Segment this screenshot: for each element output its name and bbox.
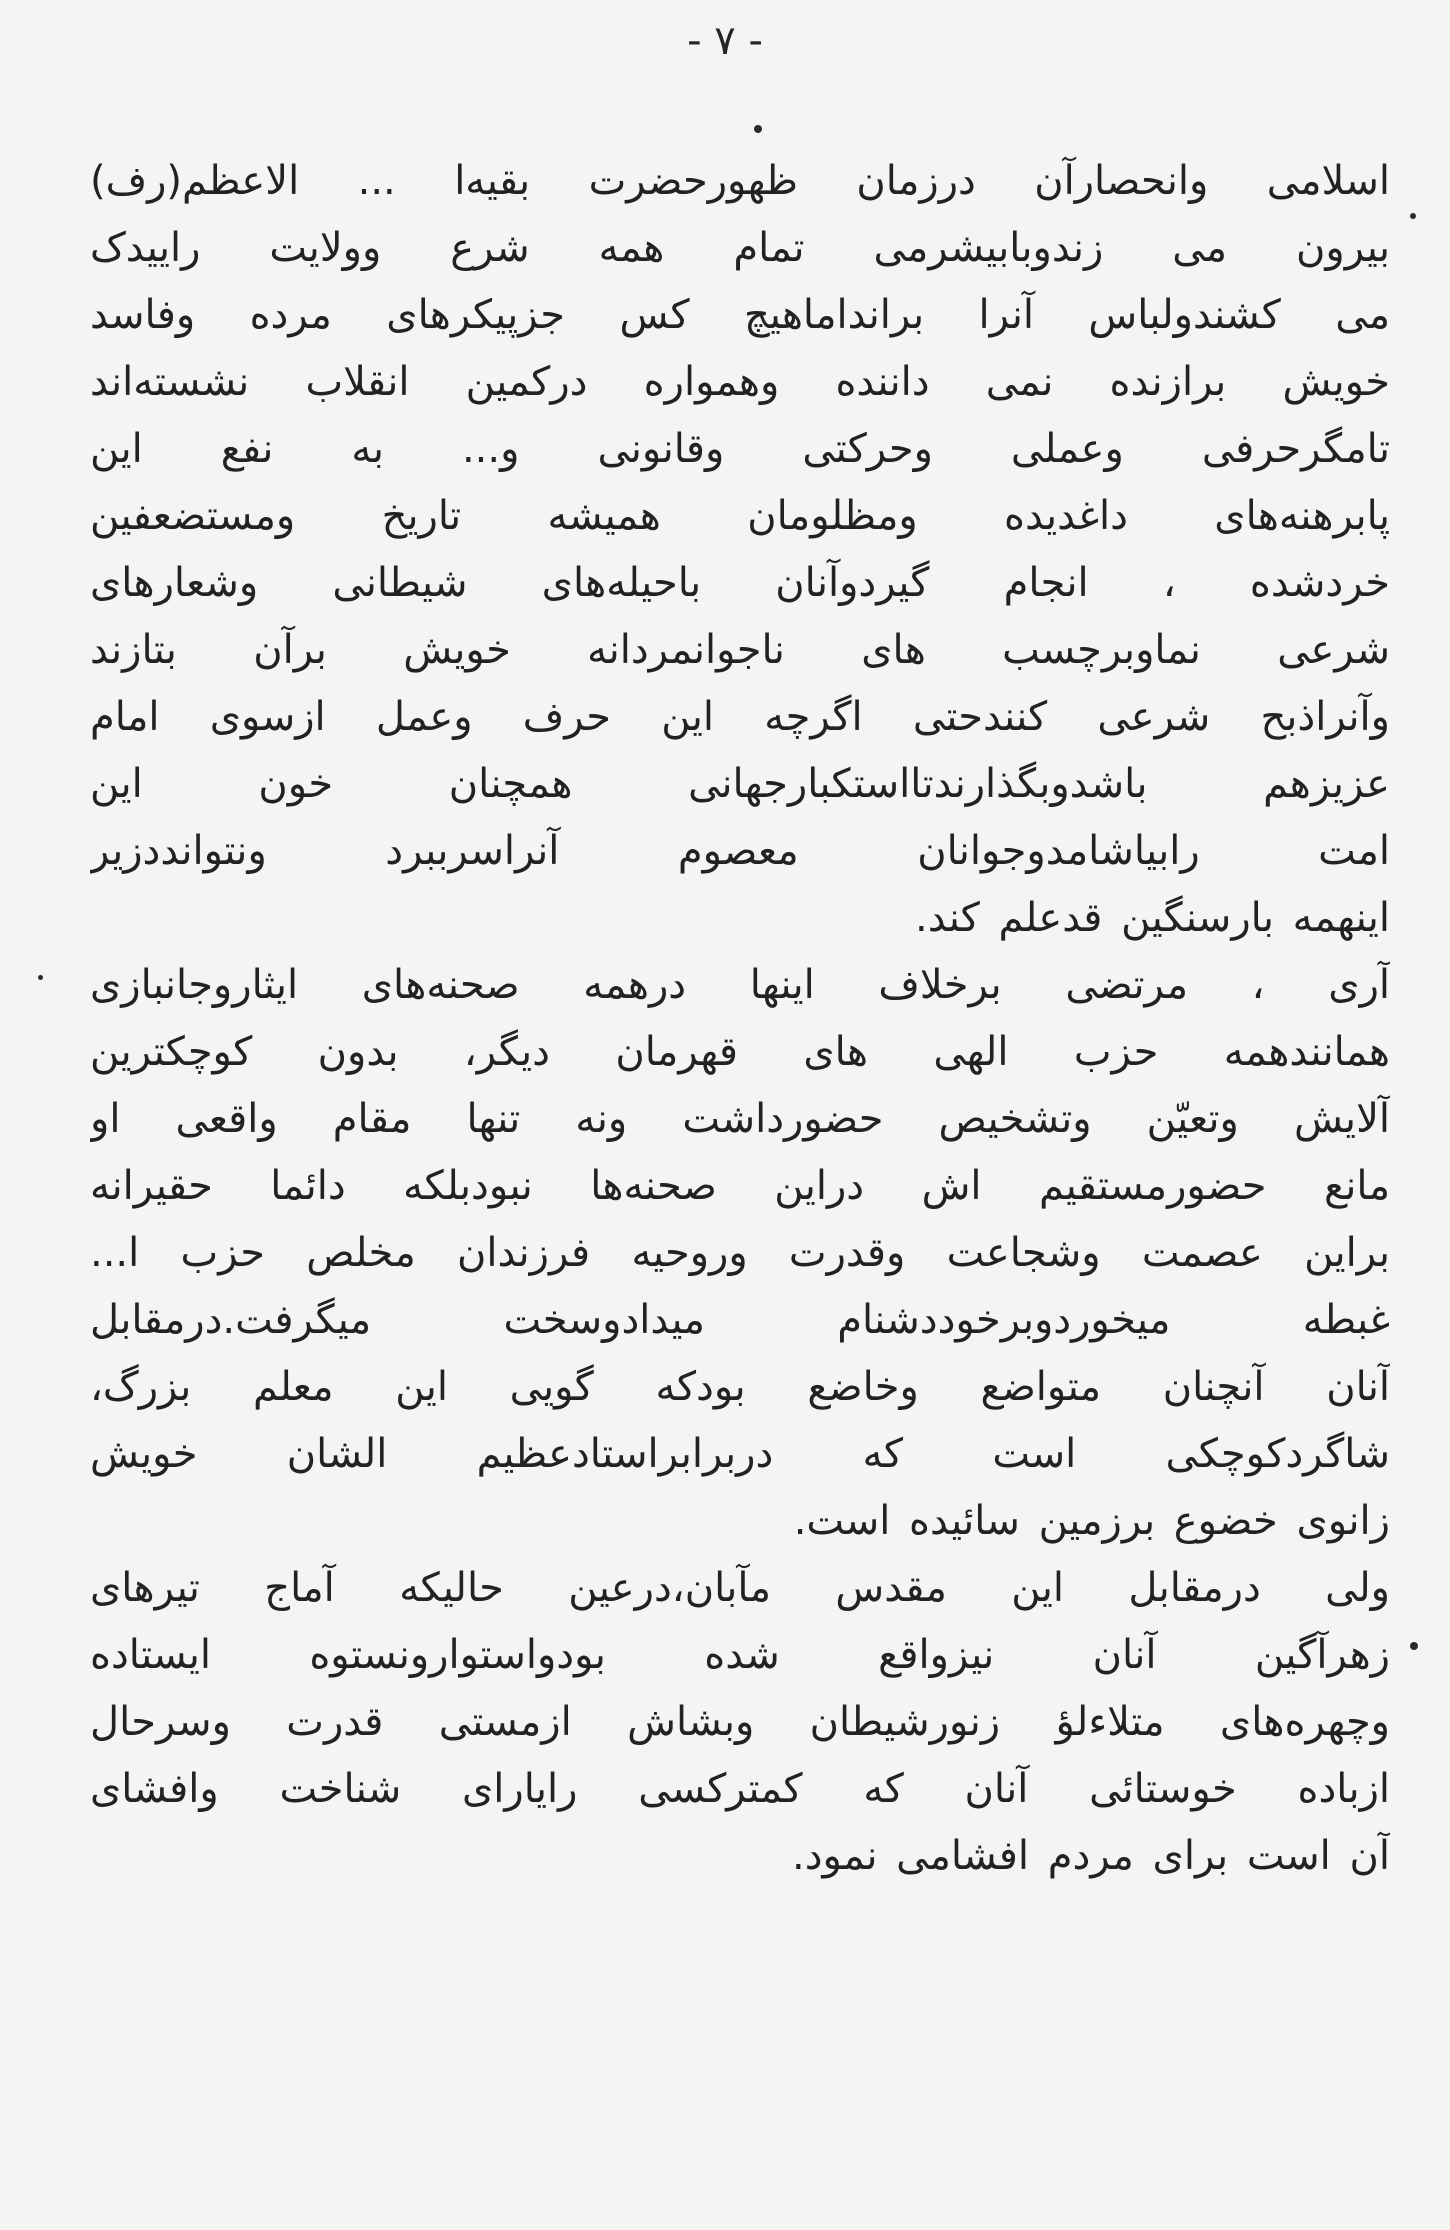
text-line: تامگرحرفی وعملی وحرکتی وقانونی و... به نفع این <box>90 426 1390 472</box>
text-line: شرعی نماوبرچسب های ناجوانمردانه خویش برآن بتازند <box>90 627 1390 673</box>
text-line: وچهره‌های متلاءلؤ زنورشیطان وبشاش ازمستی قدرت وسرحال <box>90 1699 1390 1745</box>
text-line: خردشده ، انجام گیردوآنان باحیله‌های شیطانی وشعارهای <box>90 560 1390 606</box>
text-line: زانوی خضوع برزمین سائیده است. <box>793 1498 1390 1544</box>
text-line: اینهمه بارسنگین قدعلم کند. <box>915 895 1390 941</box>
scan-speck <box>1410 213 1416 219</box>
text-line: آری ، مرتضی برخلاف اینها درهمه صحنه‌های ایثاروجانبازی <box>90 962 1390 1008</box>
text-line: بیرون می زندوبابیشرمی تمام همه شرع وولایت راییدک <box>90 225 1390 271</box>
page-number: - ۷ - <box>687 18 763 64</box>
text-line: ولی درمقابل این مقدس مآبان،درعین حالیکه آماج تیرهای <box>90 1565 1390 1611</box>
text-line: پابرهنه‌های داغدیده ومظلومان همیشه تاریخ ومستضعفین <box>90 493 1390 539</box>
text-line: ازباده خوستائی آنان که کمترکسی رایارای شناخت وافشای <box>90 1766 1390 1812</box>
paragraph-3 <box>90 1555 1390 1890</box>
paragraph-1 <box>90 148 1390 952</box>
text-line: همانندهمه حزب الهی های قهرمان دیگر، بدون کوچکترین <box>90 1029 1390 1075</box>
text-line: وآنراذبح شرعی کنندحتی اگرچه این حرف وعمل ازسوی امام <box>90 694 1390 740</box>
text-line: آنان آنچنان متواضع وخاضع بودکه گویی این معلم بزرگ، <box>90 1364 1390 1410</box>
text-line: خویش برازنده نمی داننده وهمواره درکمین انقلاب نشسته‌اند <box>90 359 1390 405</box>
text-line: اسلامی وانحصارآن درزمان ظهورحضرت بقیه‌ا ... الاعظم(رف) <box>90 158 1390 204</box>
text-line: شاگردکوچکی است که دربرابراستادعظیم الشان خویش <box>90 1431 1390 1477</box>
text-line: آلایش وتعیّن وتشخیص حضورداشت ونه تنها مقام واقعی او <box>90 1096 1390 1142</box>
scan-speck <box>38 975 43 980</box>
body-text <box>90 148 1390 1890</box>
text-line: زهرآگین آنان نیزواقع شده بودواستوارونستوه ایستاده <box>90 1632 1390 1678</box>
scan-speck <box>754 125 762 133</box>
scan-speck <box>1410 1642 1418 1650</box>
text-line: آن است برای مردم افشامی نمود. <box>792 1833 1390 1879</box>
text-line: غبطه میخوردوبرخوددشنام میدادوسخت میگرفت.درمقابل <box>90 1297 1390 1343</box>
text-line: عزیزهم باشدوبگذارندتااستکبارجهانی همچنان خون این <box>90 761 1390 807</box>
text-line: براین عصمت وشجاعت وقدرت وروحیه فرزندان مخلص حزب ا... <box>90 1230 1390 1276</box>
paragraph-2 <box>90 952 1390 1555</box>
text-line: می کشندولباس آنرا برانداماهیچ کس جزپیکرهای مرده وفاسد <box>90 292 1390 338</box>
text-line: امت رابیاشامدوجوانان معصوم آنراسرببرد ونتوانددزیر <box>90 828 1390 874</box>
text-line: مانع حضورمستقیم اش دراین صحنه‌ها نبودبلکه دائما حقیرانه <box>90 1163 1390 1209</box>
